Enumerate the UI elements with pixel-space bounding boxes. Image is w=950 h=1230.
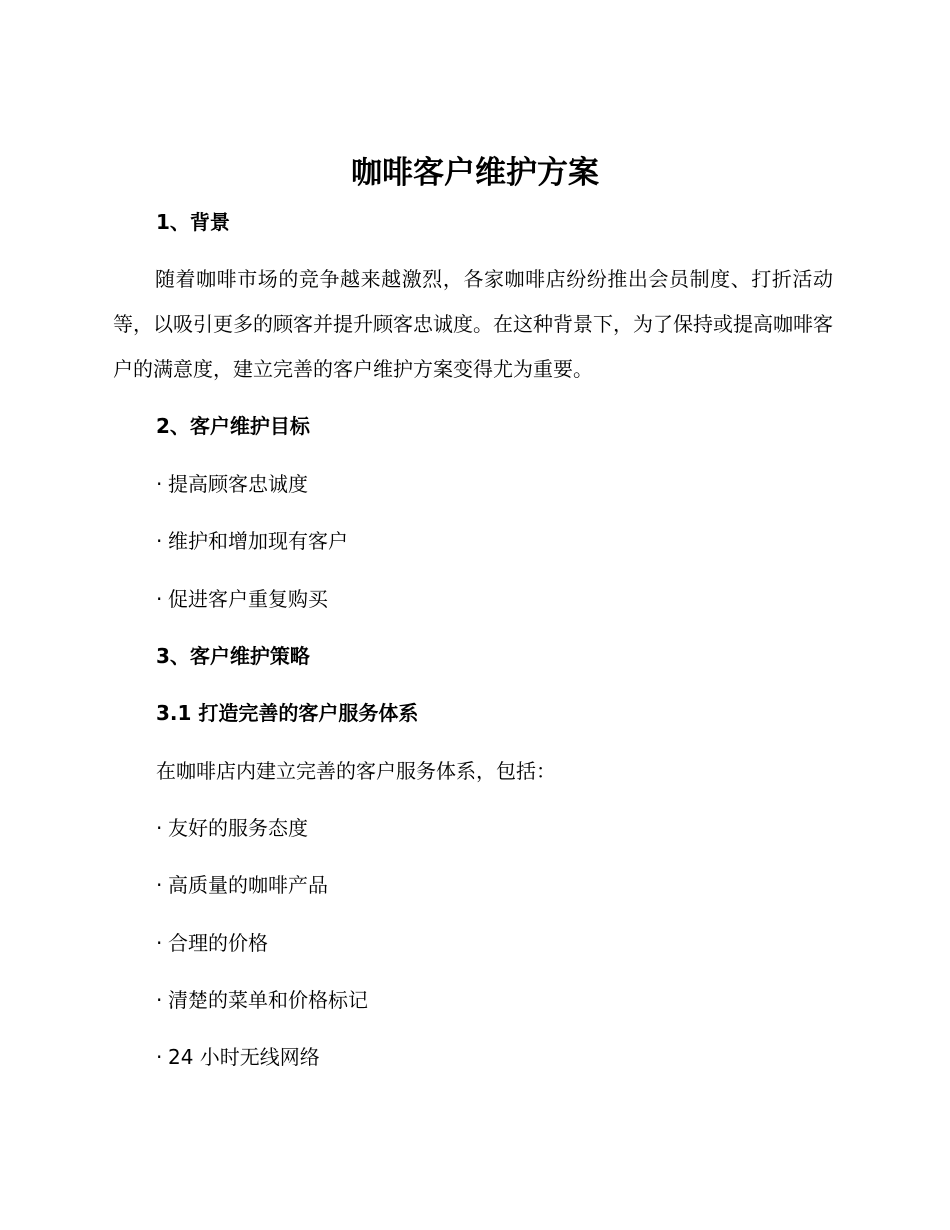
service-item — [156, 985, 368, 1015]
section-heading-strategy: 3、客户维护策略 — [156, 644, 310, 668]
bullet-dot: · — [156, 472, 163, 496]
section-heading-background: 1、背景 — [156, 210, 230, 234]
service-item — [156, 928, 268, 958]
bullet-dot: · — [156, 988, 163, 1012]
bullet-dot: · — [156, 931, 163, 955]
service-item-text: 友好的服务态度 — [168, 816, 308, 840]
service-intro: 在咖啡店内建立完善的客户服务体系，包括： — [156, 759, 556, 783]
service-item-text: 合理的价格 — [168, 931, 268, 955]
service-item-text: 清楚的菜单和价格标记 — [168, 988, 368, 1012]
bullet-dot: · — [156, 816, 163, 840]
background-paragraph: 随着咖啡市场的竞争越来越激烈，各家咖啡店纷纷推出会员制度、打折活动等，以吸引更多的顾客并提升顾客忠诚度。在这种背景下，为了保持或提高咖啡客户的满意度，建立完善的客户维护方案变得尤为重要。 — [113, 267, 833, 381]
bullet-dot: · — [156, 529, 163, 553]
goal-item-text: 促进客户重复购买 — [168, 587, 328, 611]
service-item — [156, 1042, 320, 1072]
subsection-heading-service: 3.1 打造完善的客户服务体系 — [156, 701, 419, 725]
document-title: 咖啡客户维护方案 — [351, 155, 599, 191]
goal-item — [156, 526, 348, 556]
service-item-text: 24 小时无线网络 — [168, 1045, 320, 1069]
goal-item-text: 提高顾客忠诚度 — [168, 472, 308, 496]
goal-item — [156, 469, 308, 499]
bullet-dot: · — [156, 1045, 163, 1069]
service-item-text: 高质量的咖啡产品 — [168, 873, 328, 897]
bullet-dot: · — [156, 587, 163, 611]
goal-item-text: 维护和增加现有客户 — [168, 529, 348, 553]
service-item — [156, 813, 308, 843]
service-item — [156, 870, 328, 900]
goal-item — [156, 584, 328, 614]
bullet-dot: · — [156, 873, 163, 897]
section-heading-goals: 2、客户维护目标 — [156, 414, 310, 438]
